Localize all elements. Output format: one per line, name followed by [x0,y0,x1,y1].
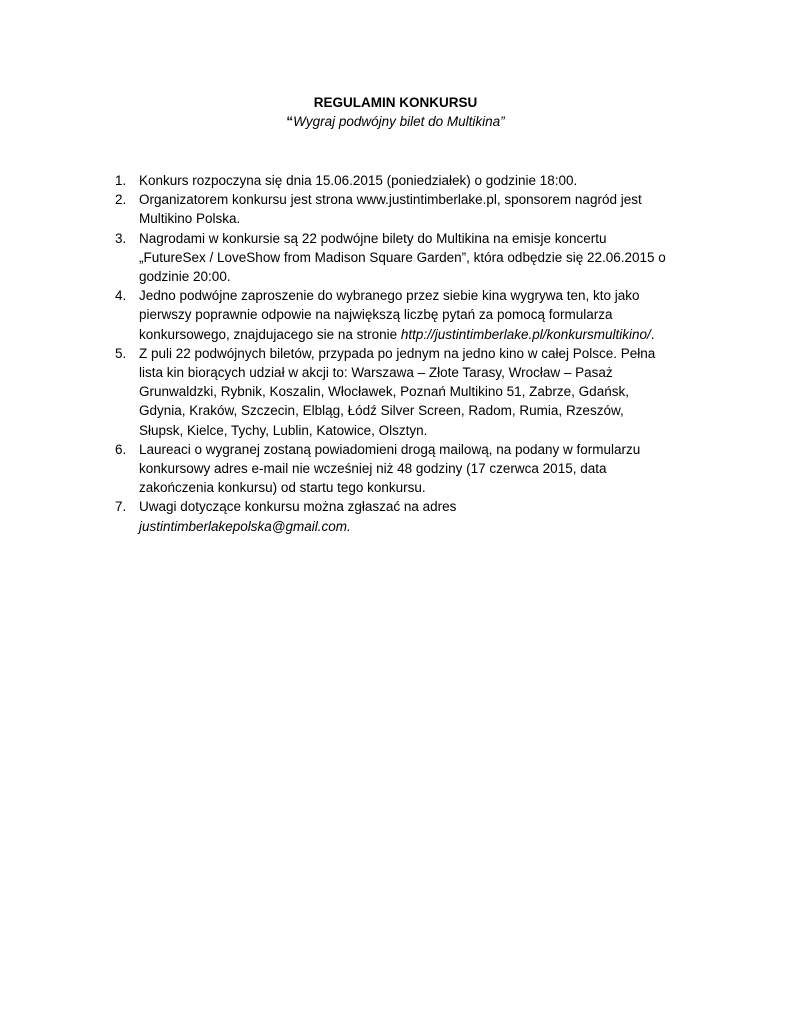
rule-text-line: „FutureSex / LoveShow from Madison Square Garden”, która odbędzie się 22.06.2015 o [139,249,666,265]
rule-text-line: Nagrodami w konkursie są 22 podwójne bilety do Multikina na emisje koncertu [139,230,607,246]
document-subtitle [0,113,791,131]
contact-email-link[interactable]: justintimberlakepolska@gmail.com [139,518,348,534]
rule-item-2 [115,190,705,228]
rule-text-line: Laureaci o wygranej zostaną powiadomieni drogą mailową, na podany w formularzu [139,441,641,457]
rule-text-line: Grunwaldzki, Rybnik, Koszalin, Włocławek, Poznań Multikino 51, Zabrze, Gdańsk, [139,384,629,400]
rule-number: 6. [115,441,127,457]
rule-text-line [139,325,705,344]
rule-number: 5. [115,345,127,361]
rule-text-line: Uwagi dotyczące konkursu można zgłaszać na adres [139,499,457,515]
rule-text-line: Multikino Polska. [139,211,241,227]
rule-item-6 [115,440,705,498]
subtitle-text: Wygraj podwójny bilet do Multikina” [293,114,505,129]
rule-text-line: Słupsk, Kielce, Tychy, Lublin, Katowice, Olsztyn. [139,422,428,438]
rule-text-line: Organizatorem konkursu jest strona www.justintimberlake.pl, sponsorem nagród jest [139,192,642,208]
rule-text-suffix: . [650,326,655,342]
rule-text-line: Konkurs rozpoczyna się dnia 15.06.2015 (poniedziałek) o godzinie 18:00. [139,173,578,188]
rule-text-line: Z puli 22 podwójnych biletów, przypada po jednym na jedno kino w całej Polsce. Pełna [139,345,656,361]
rule-text-suffix: . [347,518,351,534]
rule-item-5 [115,344,705,440]
rule-text-line: pierwszy poprawnie odpowie na największą liczbę pytań za pomocą formularza [139,307,613,323]
rule-text-prefix: konkursowego, znajdujacego sie na stronie [139,326,401,342]
rule-item-3 [115,229,705,287]
rule-text-line: konkursowy adres e-mail nie wcześniej niż 48 godziny (17 czerwca 2015, data [139,461,607,477]
contest-url-link[interactable]: http://justintimberlake.pl/konkursmultikino/ [400,326,651,342]
rule-text-line: Gdynia, Kraków, Szczecin, Elbląg, Łódź Silver Screen, Radom, Rumia, Rzeszów, [139,403,624,419]
rule-item-1 [115,171,705,190]
subtitle-open-quote: “ [286,114,294,129]
rule-item-7 [115,497,705,535]
rule-number: 1. [115,173,127,188]
rule-text-line: lista kin biorących udział w akcji to: Warszawa – Złote Tarasy, Wrocław – Pasaż [139,365,613,381]
rule-number: 7. [115,499,127,515]
rule-text-line: zakończenia konkursu) od startu tego konkursu. [139,480,426,496]
rule-text-line [139,517,705,536]
rule-number: 3. [115,230,127,246]
document-title: REGULAMIN KONKURSU [313,95,478,110]
rule-number: 2. [115,192,127,208]
rule-item-4 [115,286,705,344]
rule-text-line: godzinie 20:00. [139,269,231,285]
rule-text-line: Jedno podwójne zaproszenie do wybranego przez siebie kina wygrywa ten, kto jako [139,288,640,304]
rules-list [115,171,705,536]
rule-number: 4. [115,288,127,304]
